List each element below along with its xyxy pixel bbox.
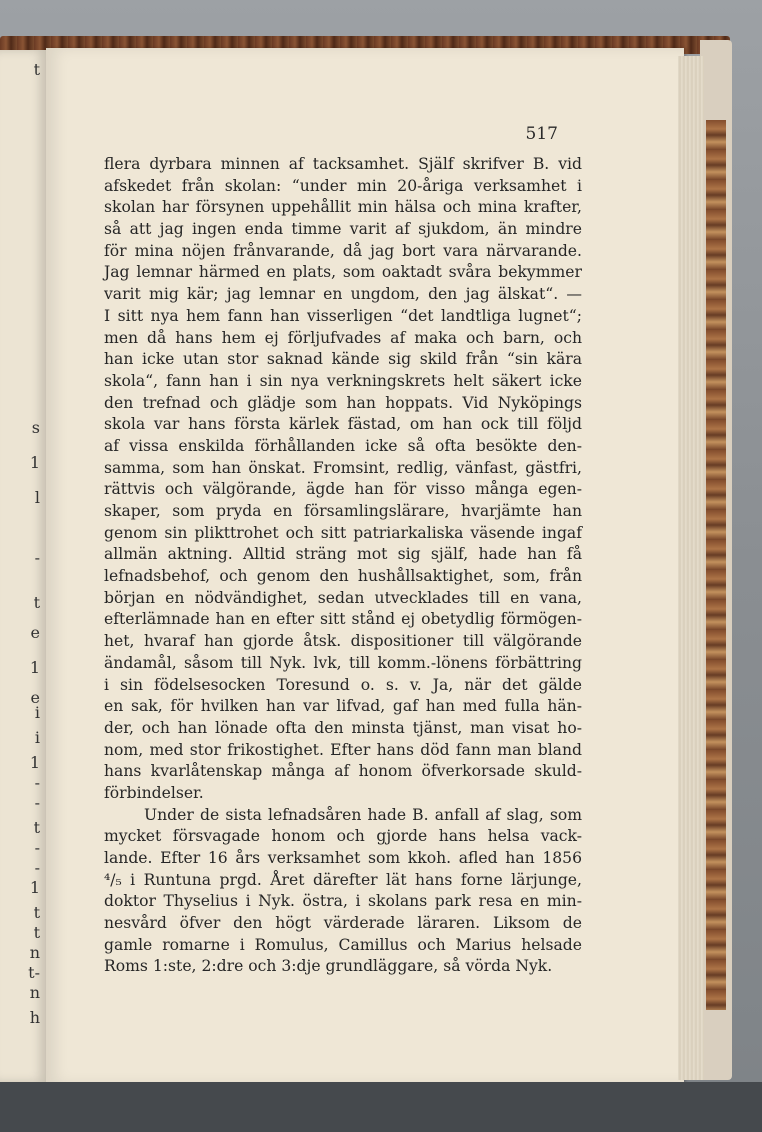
left-page-edge-char: n	[29, 983, 40, 1002]
left-page-edge-char: l	[34, 488, 40, 507]
left-page-edge-char: -	[34, 858, 40, 877]
text-line: gamle romarne i Romulus, Camillus och Marius helsade	[104, 935, 582, 954]
text-line: genom sin plikttrohet och sitt patriarkaliska väsende ingaf	[104, 523, 582, 542]
left-page-edge-char: s	[31, 418, 40, 437]
text-line: ändamål, såsom till Nyk. lvk, till komm.-lönens förbättring	[104, 653, 582, 672]
left-page-edge-char: n	[29, 943, 40, 962]
text-line: samma, som han önskat. Fromsint, redlig, vänfast, gästfri,	[104, 458, 582, 477]
text-line: doktor Thyselius i Nyk. östra, i skolans park resa en min-	[104, 892, 582, 911]
text-line: flera dyrbara minnen af tacksamhet. Själf skrifver B. vid	[104, 155, 582, 173]
text-line: så att jag ingen enda timme varit af sjukdom, än mindre	[104, 220, 582, 239]
text-line: skola var hans första kärlek fästad, om han ock till följd	[104, 415, 582, 434]
left-page-edge-char: -	[34, 838, 40, 857]
text-line: nom, med stor frikostighet. Efter hans död fann man bland	[104, 740, 582, 759]
text-line: allmän aktning. Alltid sträng mot sig själf, hade han få	[104, 545, 582, 564]
text-line: mycket försvagade honom och gjorde hans helsa vack-	[104, 827, 582, 846]
left-page-edge-char: -	[34, 793, 40, 812]
left-page-edge-char: e	[30, 623, 40, 642]
text-line: skaper, som pryda en församlingslärare, hvarjämte han	[104, 502, 582, 520]
text-line: han icke utan stor saknad kände sig skild från “sin kära	[104, 350, 582, 369]
text-line: skolan har försynen uppehållit min hälsa och mina krafter,	[104, 198, 582, 217]
scan-bottom-shadow	[0, 1082, 762, 1132]
left-page-edge-char: -	[34, 773, 40, 792]
text-line: hans kvarlåtenskap många af honom öfverkorsade skuld-	[104, 762, 582, 781]
left-page-edge-char: t	[33, 593, 40, 612]
marbled-cover-edge	[706, 120, 726, 1010]
text-line: het, hvaraf han gjorde åtsk. dispositioner till välgörande	[104, 632, 582, 651]
text-line: förbindelser.	[104, 783, 204, 802]
left-page-edge-char: h	[29, 1008, 40, 1027]
left-page-edge-char: -	[34, 548, 40, 567]
left-page-edge-char: 1	[29, 878, 40, 897]
text-line: skola“, fann han i sin nya verkningskrets helt säkert icke	[104, 371, 582, 390]
text-line: afskedet från skolan: “under min 20-åriga verksamhet i	[104, 176, 582, 195]
text-line: af vissa enskilda förhållanden icke så ofta besökte den-	[104, 436, 582, 455]
text-line: rättvis och välgörande, ägde han för visso många egen-	[104, 480, 582, 499]
text-line: för mina nöjen frånvarande, då jag bort vara närvarande.	[104, 241, 582, 260]
left-page-edge-char: i	[34, 703, 40, 722]
left-page-edge-char: 1	[29, 753, 40, 772]
left-page-edge-char: t	[33, 818, 40, 837]
left-page-edge-char: t	[33, 923, 40, 942]
text-line: ⁴/₅ i Runtuna prgd. Året därefter lät hans forne lärjunge,	[104, 870, 582, 889]
text-line: den trefnad och glädje som han hoppats. Vid Nyköpings	[104, 393, 582, 412]
page-number: 517	[525, 124, 558, 144]
text-line: men då hans hem ej förljufvades af maka och barn, och	[104, 328, 582, 347]
text-line: Roms 1:ste, 2:dre och 3:dje grundläggare, så vörda Nyk.	[104, 957, 553, 976]
page-text-body	[104, 154, 582, 978]
left-page-fragment	[0, 50, 48, 1082]
left-page-edge-char: e	[30, 688, 40, 707]
page-block-edges	[678, 56, 704, 1080]
left-page-edge-char: 1	[29, 453, 40, 472]
text-line: Under de sista lefnadsåren hade B. anfall af slag, som	[144, 805, 582, 824]
left-page-edge-char: 1	[29, 658, 40, 677]
text-line: nesvård öfver den högt värderade läraren. Liksom de	[104, 914, 582, 933]
left-page-edge-char: t	[33, 60, 40, 79]
text-line: I sitt nya hem fann han visserligen “det landtliga lugnet“;	[104, 306, 582, 325]
text-line: der, och han lönade ofta den minsta tjänst, man visat ho-	[104, 718, 582, 737]
text-line: början en nödvändighet, sedan utvecklades till en vana,	[104, 588, 582, 607]
text-line: efterlämnade han en efter sitt stånd ej obetydlig förmögen-	[104, 610, 582, 629]
text-line: lefnadsbehof, och genom den hushållsaktighet, som, från	[104, 567, 582, 586]
text-line: lande. Efter 16 års verksamhet som kkoh. afled han 1856	[104, 849, 582, 867]
text-line: varit mig kär; jag lemnar en ungdom, den jag älskat“. —	[104, 285, 582, 304]
left-page-edge-char: i	[34, 728, 40, 747]
text-line: i sin födelsesocken Toresund o. s. v. Ja, när det gälde	[104, 675, 582, 694]
text-line: Jag lemnar härmed en plats, som oaktadt svåra bekymmer	[104, 263, 582, 282]
left-page-edge-char: t	[33, 903, 40, 922]
text-line: en sak, för hvilken han var lifvad, gaf han med fulla hän-	[104, 697, 582, 716]
left-page-edge-char: t-	[28, 963, 40, 982]
